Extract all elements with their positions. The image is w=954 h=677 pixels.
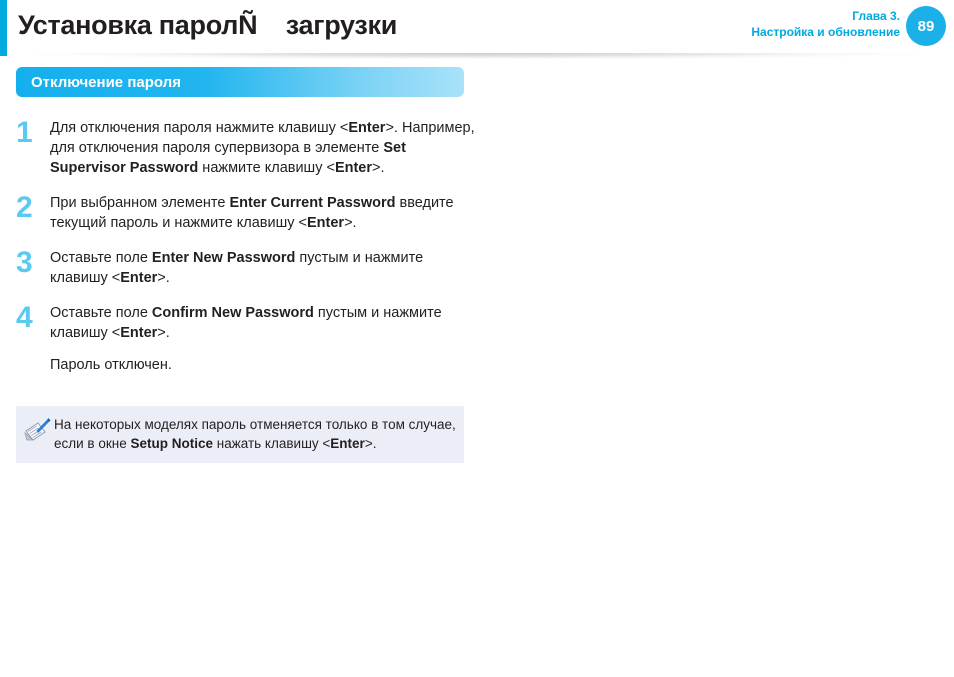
body-text: Оставьте поле: [50, 305, 152, 321]
body-text: >. Например, для отключения пароля супервизора в элементе: [50, 120, 475, 156]
body-text: Для отключения пароля нажмите клавишу <: [50, 120, 349, 136]
step-paragraph: [50, 248, 476, 288]
body-text: >.: [364, 436, 377, 451]
emphasis-text: Enter: [306, 215, 345, 231]
page-header: [0, 0, 954, 56]
page-content: [0, 67, 954, 463]
body-text: Оставьте поле: [50, 250, 152, 266]
emphasis-text: Enter: [120, 270, 158, 286]
section-header-bar: [16, 67, 464, 97]
emphasis-text: Enter: [334, 160, 373, 176]
body-text: >.: [157, 325, 170, 341]
step-list: [16, 116, 476, 375]
chapter-number: Глава 3.: [852, 9, 900, 23]
emphasis-text: Confirm New Password: [151, 305, 314, 321]
page-number-badge: 89: [906, 6, 946, 46]
step-item: [16, 246, 476, 288]
page-title: Установка паролÑ загрузки: [18, 10, 398, 40]
emphasis-text: Enter Current Password: [229, 195, 396, 211]
emphasis-text: Setup Notice: [130, 436, 213, 451]
body-text: пустым и нажмите клавишу <: [50, 250, 424, 286]
body-text: >.: [372, 160, 385, 176]
step-paragraph: [50, 118, 476, 178]
body-text: На некоторых моделях пароль отменяется только в том случае, если в окне: [54, 417, 456, 451]
step-result-text: [50, 355, 476, 375]
emphasis-text: Enter New Password: [151, 250, 296, 266]
header-accent-bar: [0, 0, 7, 56]
emphasis-text: Enter: [120, 325, 158, 341]
body-text: введите текущий пароль и нажмите клавишу <: [50, 195, 454, 231]
chapter-name: Настройка и обновление: [751, 25, 900, 40]
step-text: [50, 246, 476, 288]
step-text: [50, 191, 476, 233]
body-text: Пароль отключен.: [50, 357, 172, 373]
chapter-info: [751, 8, 900, 40]
note-box: [16, 406, 464, 463]
step-item: [16, 191, 476, 233]
section-title: Отключение пароля: [31, 73, 181, 91]
notepad-pen-icon: [24, 416, 54, 442]
body-text: пустым и нажмите клавишу <: [50, 305, 442, 341]
step-text: [50, 301, 476, 375]
header-divider-shadow: [0, 53, 954, 67]
emphasis-text: Enter: [348, 120, 386, 136]
body-text: >.: [157, 270, 170, 286]
step-number: 2: [16, 191, 33, 224]
step-item: [16, 116, 476, 178]
step-paragraph: [50, 303, 476, 343]
body-text: При выбранном элементе: [50, 195, 230, 211]
body-text: >.: [344, 215, 357, 231]
emphasis-text: Set Supervisor Password: [50, 140, 406, 176]
body-text: нажать клавишу <: [213, 436, 331, 451]
step-text: [50, 116, 476, 178]
step-paragraph: [50, 193, 476, 233]
body-text: нажмите клавишу <: [198, 160, 335, 176]
step-item: [16, 301, 476, 375]
step-number: 3: [16, 246, 33, 279]
step-number: 1: [16, 116, 33, 149]
step-number: 4: [16, 301, 33, 334]
emphasis-text: Enter: [330, 436, 365, 451]
note-text: [54, 415, 456, 453]
